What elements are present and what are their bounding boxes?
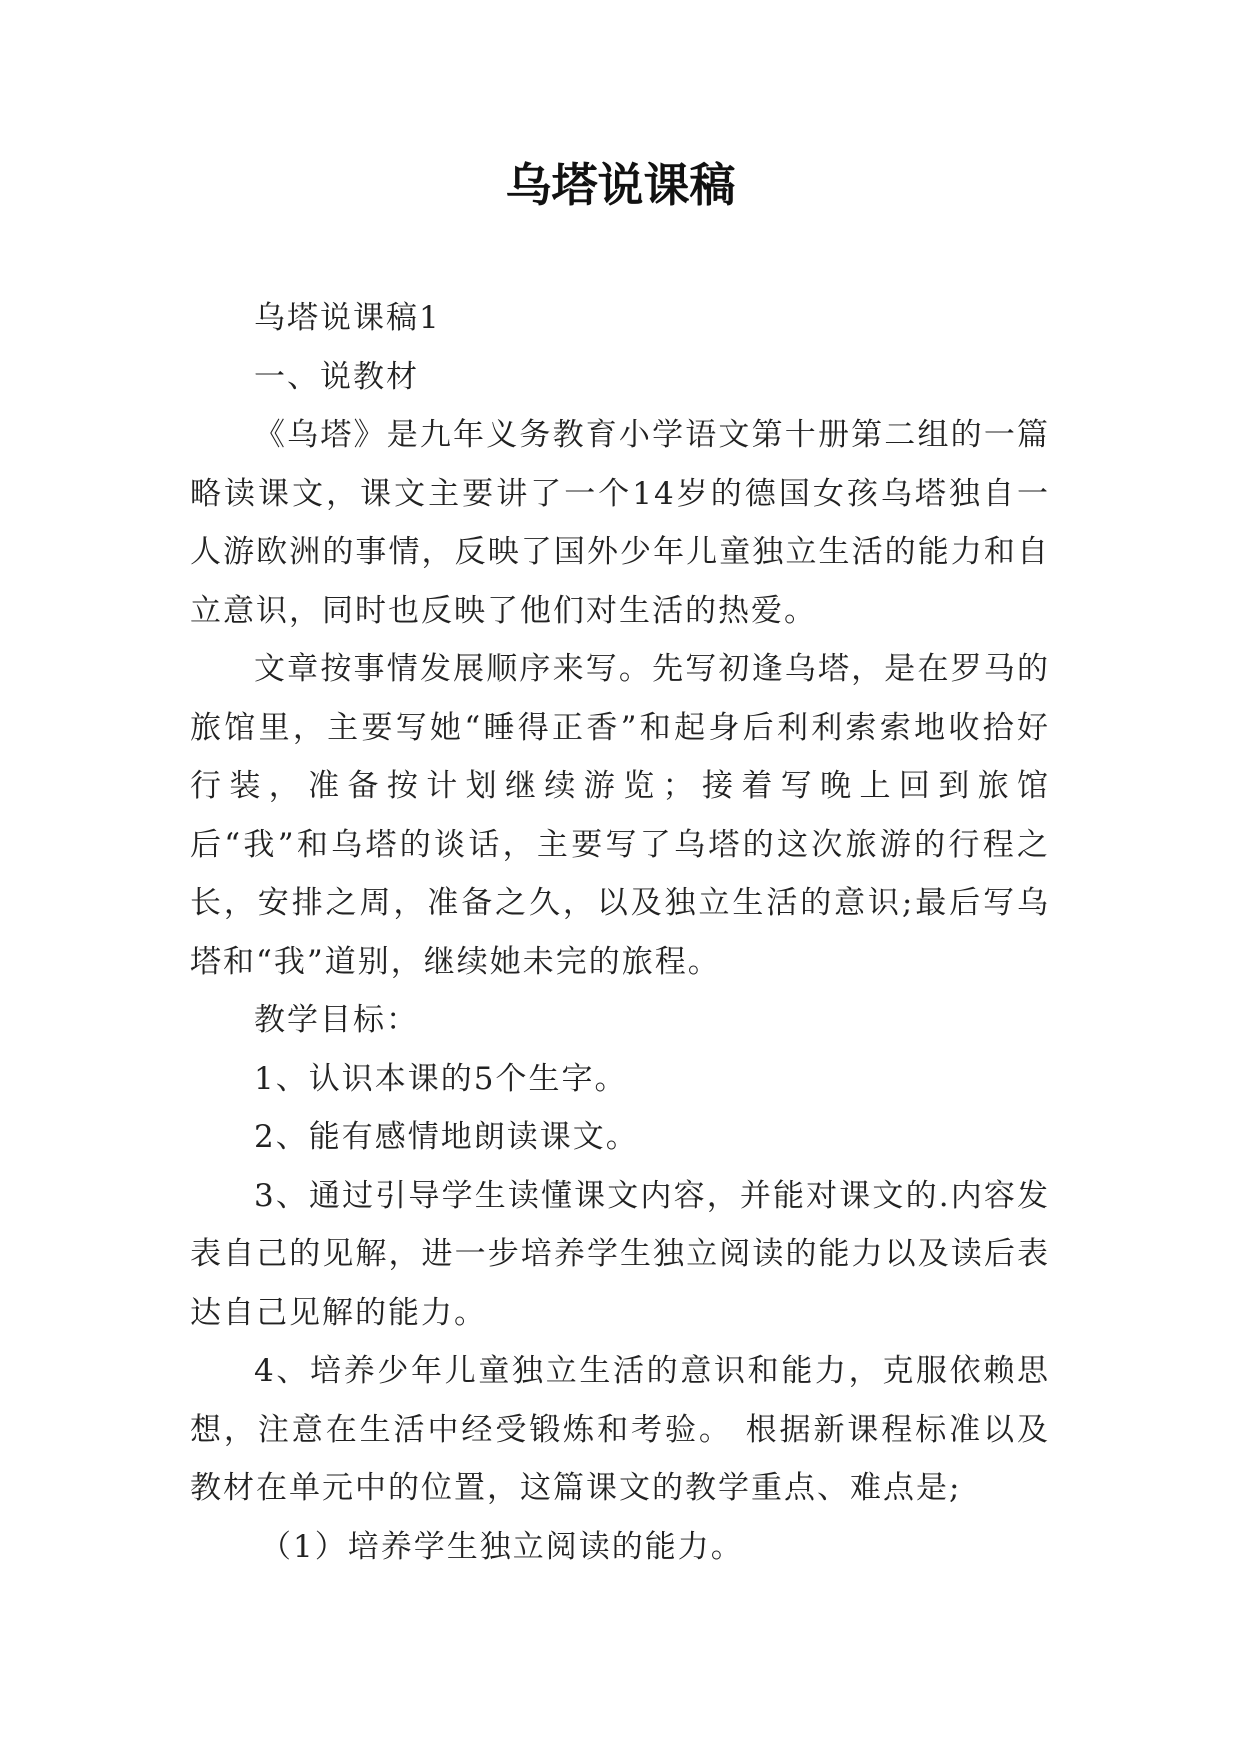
paragraph: 《乌塔》是九年义务教育小学语文第十册第二组的一篇略读课文，课文主要讲了一个14岁的德国女孩乌塔独自一人游欧洲的事情，反映了国外少年儿童独立生活的能力和自立意识，同时也反映了他们对生活的热爱。 <box>190 417 1050 629</box>
section-heading: 乌塔说课稿1 <box>254 300 441 336</box>
list-item: 1、认识本课的5个生字。 <box>254 1060 628 1097</box>
document-body <box>190 289 1050 1576</box>
paragraph: 文章按事情发展顺序来写。先写初逢乌塔，是在罗马的旅馆里，主要写她“睡得正香”和起身后利利索索地收拾好行装，准备按计划继续游览；接着写晚上回到旅馆后“我”和乌塔的谈话，主要写了乌塔的这次旅游的行程之长，安排之周，准备之久，以及独立生活的意识;最后写乌塔和“我”道别，继续她未完的旅程。 <box>190 651 1050 980</box>
list-item: 2、能有感情地朗读课文。 <box>254 1119 639 1155</box>
subsection-heading: 一、说教材 <box>254 358 419 395</box>
list-item: 3、通过引导学生读懂课文内容，并能对课文的.内容发表自己的见解，进一步培养学生独立阅读的能力以及读后表达自己见解的能力。 <box>190 1177 1050 1331</box>
document-title: 乌塔说课稿 <box>505 158 736 212</box>
subsection-heading: 教学目标： <box>254 1002 419 1038</box>
list-item: （1）培养学生独立阅读的能力。 <box>260 1528 744 1565</box>
list-item: 4、培养少年儿童独立生活的意识和能力，克服依赖思想，注意在生活中经受锻炼和考验。 根据新课程标准以及教材在单元中的位置，这篇课文的教学重点、难点是; <box>190 1353 1050 1506</box>
